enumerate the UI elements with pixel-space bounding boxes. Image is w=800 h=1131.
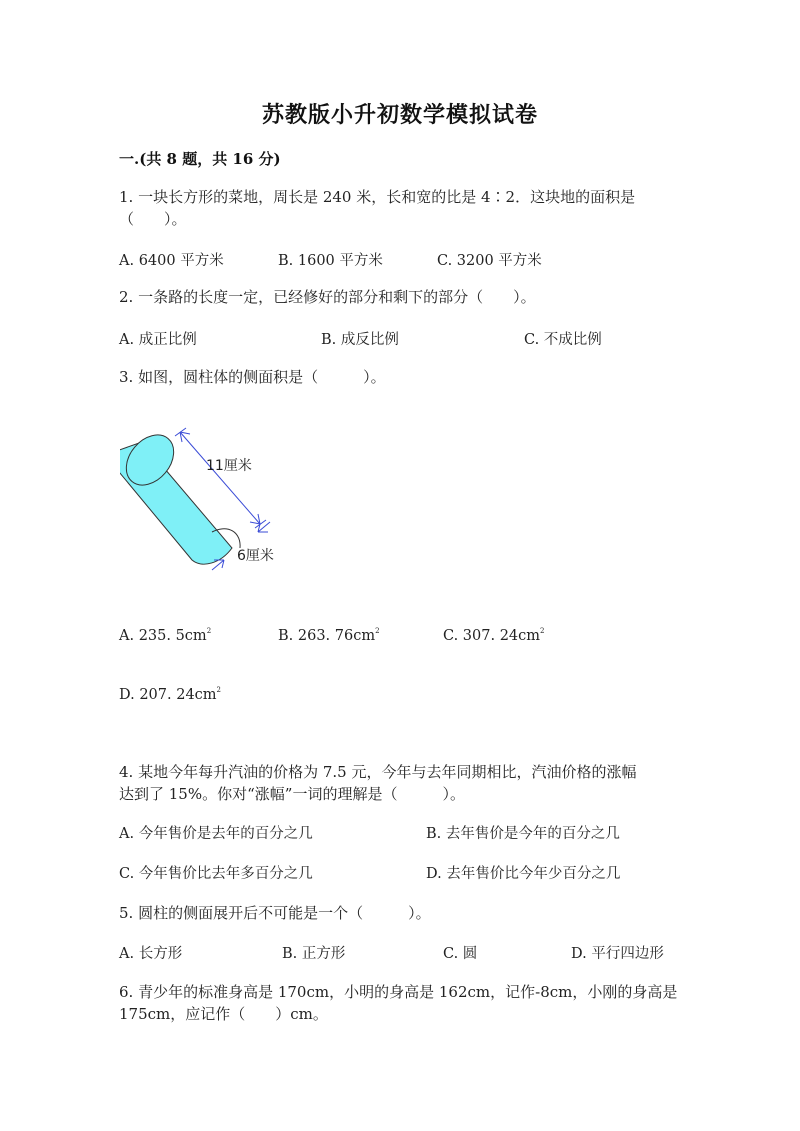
q5-option-b: B. 正方形 [282,946,346,962]
question-4-line-1: 4. 某地今年每升汽油的价格为 7.5 元，今年与去年同期相比，汽油价格的涨幅 [119,763,637,781]
q4-option-b: B. 去年售价是今年的百分之几 [426,826,620,842]
q4-option-a: A. 今年售价是去年的百分之几 [119,826,313,842]
question-1 [119,186,689,230]
section-heading: 一.(共 8 题，共 16 分) [119,150,281,168]
length-label: 11厘米 [206,458,252,474]
q1-option-a: A. 6400 平方米 [119,253,224,269]
q4-option-c: C. 今年售价比去年多百分之几 [119,866,313,882]
question-2: 2. 一条路的长度一定，已经修好的部分和剩下的部分（ ）。 [119,288,536,306]
q3-option-d: D. 207. $24cm^2$ [119,686,222,703]
cylinder-figure [120,420,290,585]
q5-option-c: C. 圆 [443,946,478,962]
q1-option-b: B. 1600 平方米 [278,253,383,269]
question-4-line-2: 达到了 15%。你对“涨幅”一词的理解是（ ）。 [119,785,465,803]
question-5: 5. 圆柱的侧面展开后不可能是一个（ ）。 [119,904,431,922]
question-4 [119,761,689,805]
q2-option-c: C. 不成比例 [524,332,602,348]
question-6 [119,981,689,1025]
diameter-label: 6厘米 [237,548,274,564]
q1-option-c: C. 3200 平方米 [437,253,542,269]
q2-option-a: A. 成正比例 [119,332,197,348]
question-1-line-1: 1. 一块长方形的菜地，周长是 240 米，长和宽的比是 4∶2．这块地的面积是 [119,188,636,206]
question-3: 3. 如图，圆柱体的侧面积是（ ）。 [119,368,386,386]
question-6-line-1: 6. 青少年的标准身高是 170cm，小明的身高是 162cm，记作-8cm，小刚的身高是 [119,983,678,1001]
question-6-line-2: 175cm，应记作（ ）cm。 [119,1005,328,1023]
q5-option-a: A. 长方形 [119,946,183,962]
q4-option-d: D. 去年售价比今年少百分之几 [426,866,621,882]
q5-option-d: D. 平行四边形 [571,946,664,962]
q3-option-a: A. 235. $5cm^2$ [119,627,212,644]
q3-option-c: C. 307. $24cm^2$ [443,627,545,644]
exam-title: 苏教版小升初数学模拟试卷 [261,102,538,128]
question-1-line-2: （ ）。 [119,210,187,228]
q2-option-b: B. 成反比例 [321,332,399,348]
q3-option-b: B. 263. $76cm^2$ [278,627,380,644]
